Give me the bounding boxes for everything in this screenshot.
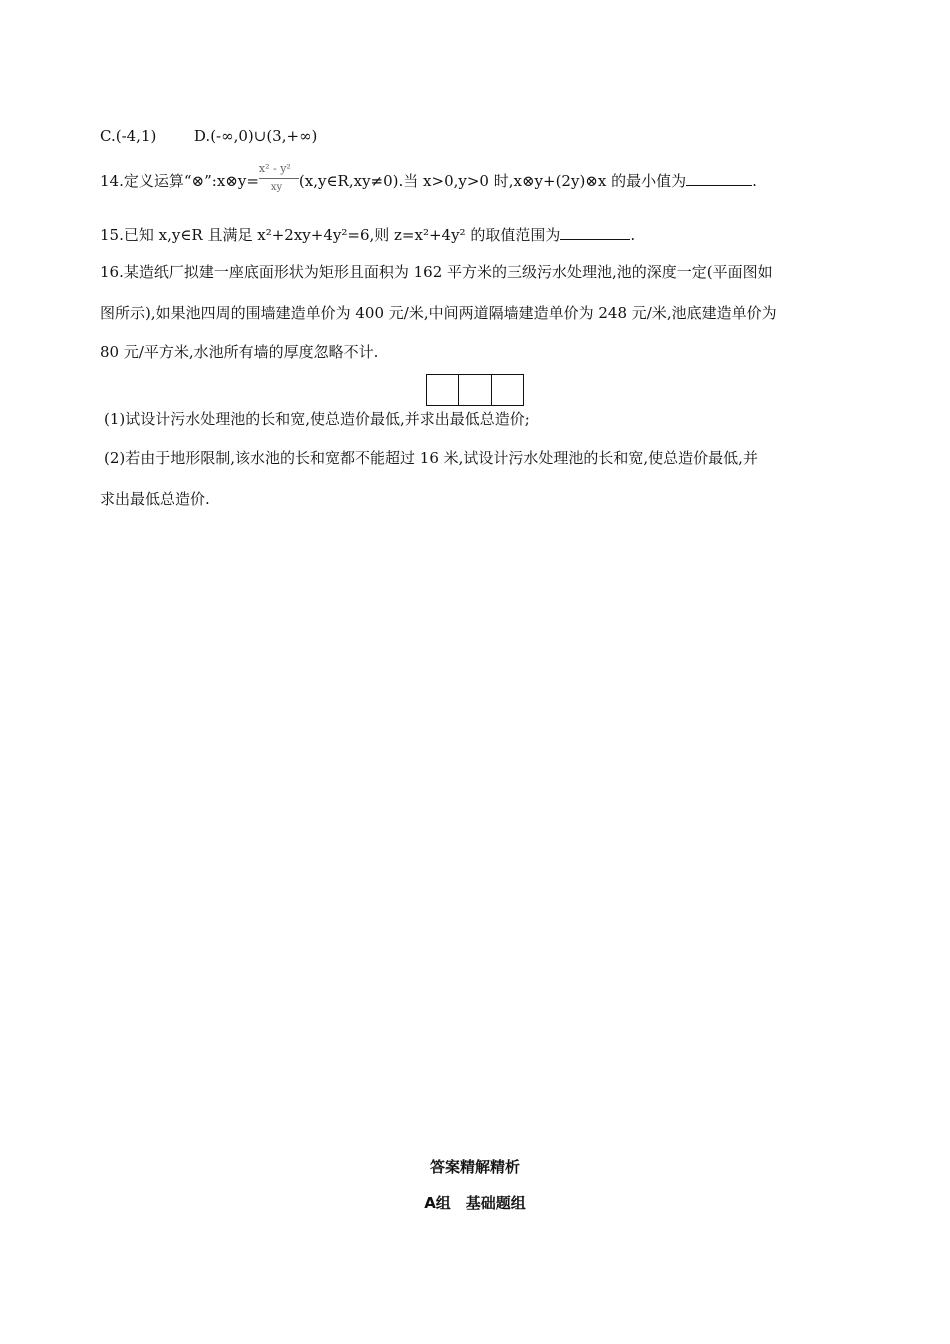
q16-line1: 16.某造纸厂拟建一座底面形状为矩形且面积为 162 平方米的三级污水处理池,池的深度一定(平面图如 (100, 263, 773, 281)
q16-line2: 图所示),如果池四周的围墙建造单价为 400 元/米,中间两道隔墙建造单价为 248 元/米,池底建造单价为 (100, 304, 777, 322)
q13-option-d-label: D. (193, 127, 211, 145)
tank-compartment (427, 375, 459, 405)
q13-option-d: (-∞,0)∪(3,+∞) (210, 127, 318, 145)
q14-answer-blank (686, 173, 752, 186)
q14-fraction-numerator: x² - y² (258, 162, 291, 175)
q15-text: 15.已知 x,y∈R 且满足 x²+2xy+4y²=6,则 z=x²+4y² 的取值范围为 (100, 226, 561, 244)
q13-option-c: (-4,1) (115, 127, 157, 145)
q16-line3: 80 元/平方米,水池所有墙的厚度忽略不计. (100, 343, 379, 361)
tank-compartment (459, 375, 491, 405)
q15-answer-blank (560, 227, 630, 240)
q15 (100, 224, 635, 245)
q16-part2-line1: (2)若由于地形限制,该水池的长和宽都不能超过 16 米,试设计污水处理池的长和宽,使总造价最低,并 (104, 449, 758, 467)
tank-plan-diagram (426, 374, 524, 406)
q13-options (100, 127, 317, 145)
q16-part1: (1)试设计污水处理池的长和宽,使总造价最低,并求出最低总造价; (104, 410, 530, 428)
q13-option-c-label: C. (100, 127, 116, 145)
q16-part2-line2: 求出最低总造价. (100, 490, 210, 508)
q14 (100, 162, 757, 193)
q14-fraction-denominator: xy (270, 182, 283, 193)
q14-fraction (258, 162, 299, 193)
q14-end: . (752, 172, 757, 190)
q14-prefix: 14.定义运算“⊗”:x⊗y= (100, 172, 259, 190)
answers-group-heading: A组 基础题组 (424, 1194, 526, 1212)
q15-end: . (630, 226, 636, 244)
answers-title: 答案精解精析 (429, 1158, 520, 1176)
tank-compartment (492, 375, 523, 405)
q14-suffix: (x,y∈R,xy≠0).当 x>0,y>0 时,x⊗y+(2y)⊗x 的最小值为 (298, 172, 687, 190)
